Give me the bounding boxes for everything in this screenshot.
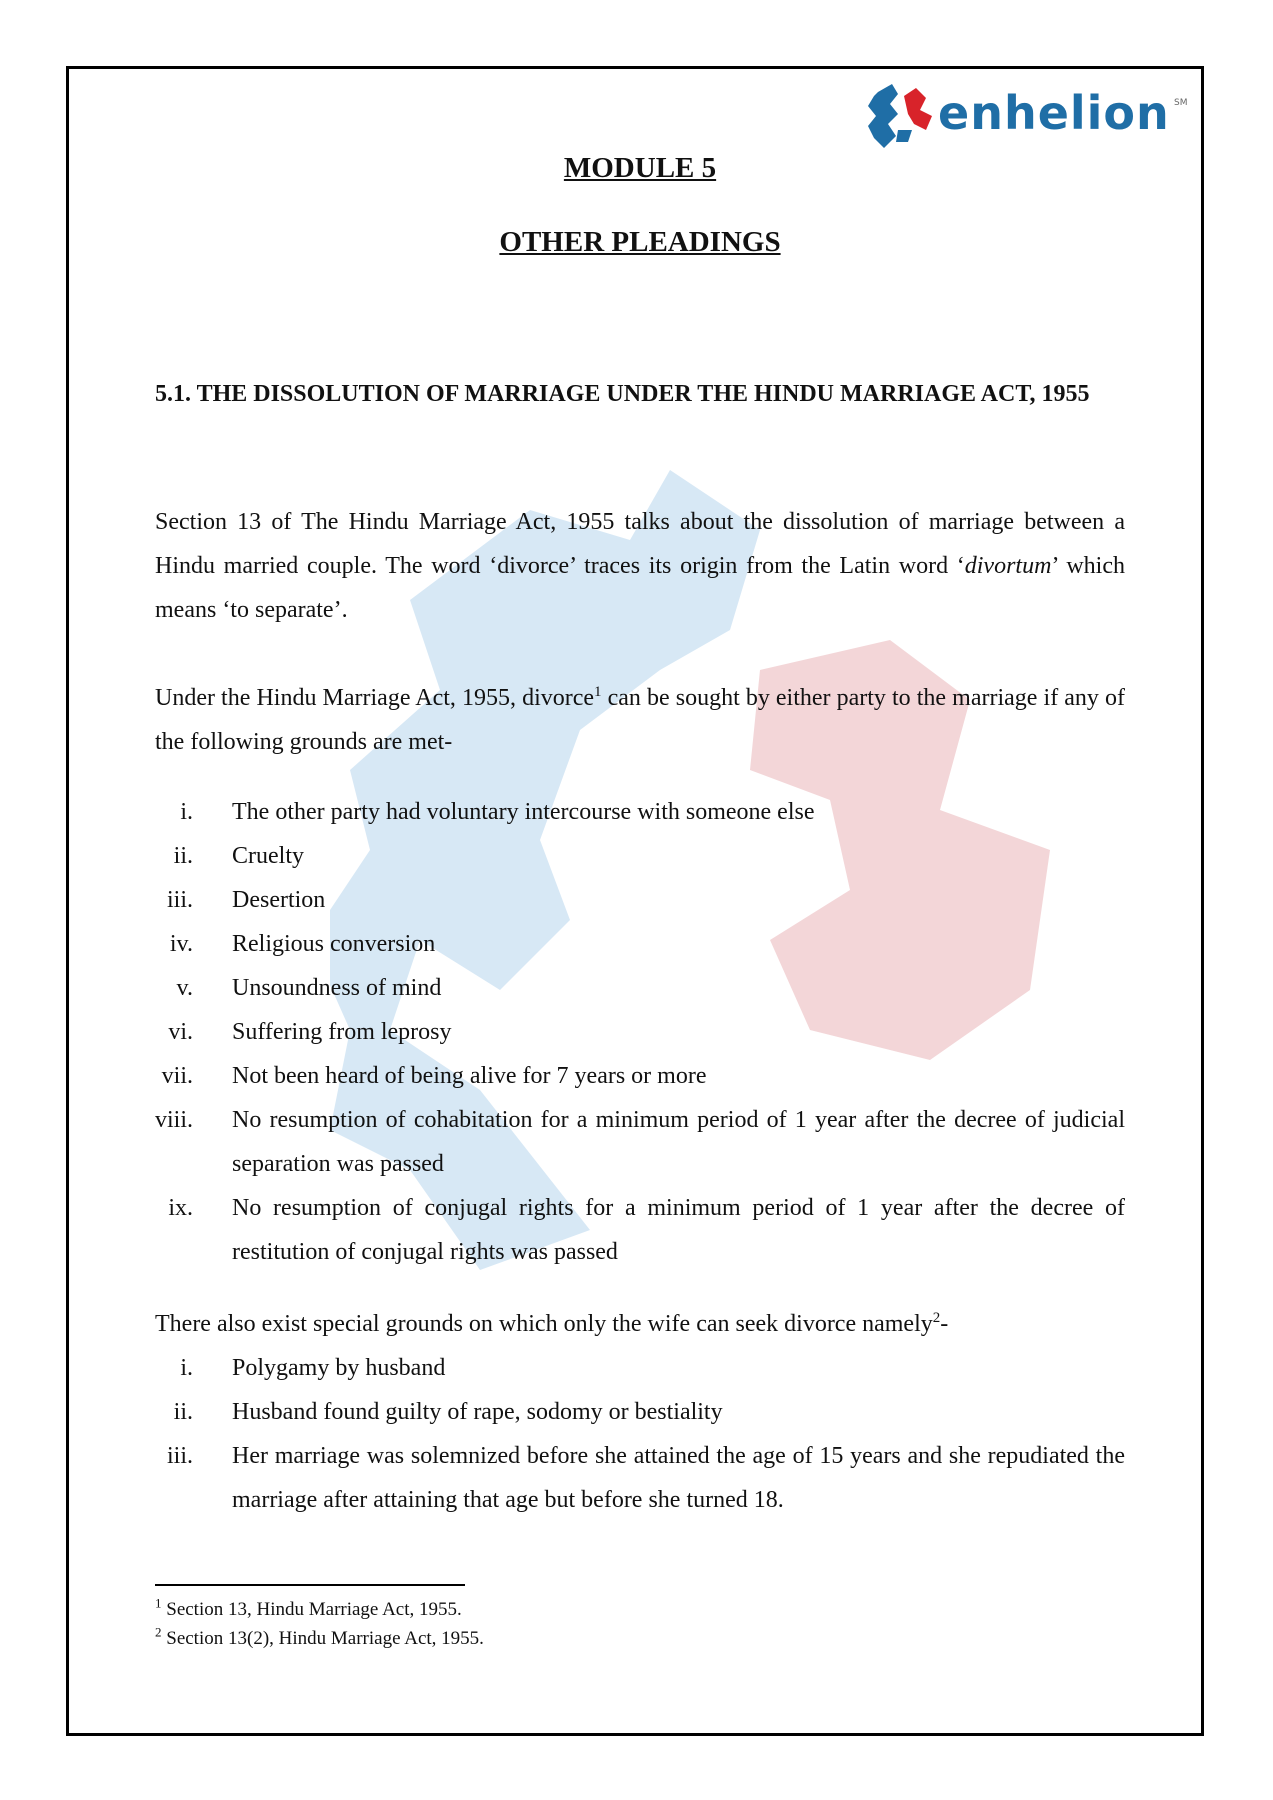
- grounds-intro-text-a: Under the Hindu Marriage Act, 1955, divorce: [155, 685, 595, 711]
- footnote-ref-1: 1: [594, 684, 602, 700]
- intro-italic-word: divortum: [964, 553, 1052, 579]
- list-item-text: Religious conversion: [232, 931, 436, 957]
- list-item: [155, 922, 1125, 966]
- list-item-number: vii.: [161, 1063, 193, 1089]
- list-item-number: iii.: [166, 1443, 193, 1469]
- grounds-intro-paragraph: [155, 676, 1125, 764]
- list-item: [155, 1098, 1125, 1186]
- list-item-text: The other party had voluntary intercourse with someone else: [232, 799, 815, 825]
- wife-grounds-text: There also exist special grounds on which only the wife can seek divorce namely: [155, 1311, 933, 1337]
- footnote-text: Section 13(2), Hindu Marriage Act, 1955.: [166, 1628, 484, 1649]
- footnote-2: [155, 1625, 484, 1653]
- list-item-text: Husband found guilty of rape, sodomy or bestiality: [232, 1399, 723, 1425]
- list-item-number: i.: [180, 1355, 193, 1381]
- footnote-1: [155, 1596, 462, 1624]
- list-item-text: Her marriage was solemnized before she attained the age of 15 years and she repudiated the marriage after attaining that age but before she turned 18.: [232, 1443, 1125, 1513]
- list-item: [155, 1346, 1125, 1390]
- list-item-number: ii.: [173, 1399, 193, 1425]
- list-item: [155, 1010, 1125, 1054]
- intro-text-a: Section 13 of The Hindu Marriage Act, 1955 talks about the dissolution of marriage between a Hindu married couple. The word ‘divorce’ traces its origin from the Latin word ‘: [155, 509, 1125, 579]
- list-item-number: i.: [180, 799, 193, 825]
- list-item-number: iii.: [166, 887, 193, 913]
- logo-service-mark: SM: [1174, 98, 1188, 108]
- list-item-number: viii.: [155, 1107, 194, 1133]
- list-item-number: vi.: [168, 1019, 193, 1045]
- list-item-text: Not been heard of being alive for 7 years or more: [232, 1063, 707, 1089]
- list-item: [155, 1186, 1125, 1274]
- grounds-intro-text-b: can be sought by either party to the marriage if any of the following grounds are met-: [155, 685, 1125, 755]
- list-item: [155, 966, 1125, 1010]
- list-item: [155, 834, 1125, 878]
- logo-text: enhelion: [938, 86, 1170, 140]
- list-item: [155, 1390, 1125, 1434]
- footnote-number: 2: [155, 1624, 162, 1640]
- wife-grounds-tail: -: [940, 1311, 949, 1337]
- list-item: [155, 1434, 1125, 1522]
- list-item: [155, 790, 1125, 834]
- list-item-text: Desertion: [232, 887, 326, 913]
- list-item-text: Cruelty: [232, 843, 304, 869]
- footnote-text: Section 13, Hindu Marriage Act, 1955.: [166, 1599, 462, 1620]
- page-title: OTHER PLEADINGS: [499, 226, 781, 258]
- list-item: [155, 878, 1125, 922]
- list-item-text: Polygamy by husband: [232, 1355, 446, 1381]
- list-item-text: No resumption of conjugal rights for a minimum period of 1 year after the decree of restitution of conjugal rights was passed: [232, 1195, 1125, 1265]
- list-item-number: iv.: [169, 931, 193, 957]
- list-item: [155, 1054, 1125, 1098]
- wife-grounds-paragraph: [155, 1302, 1125, 1346]
- intro-text-b: ’ which means ‘to separate’.: [155, 553, 1125, 623]
- intro-paragraph: [155, 500, 1125, 632]
- wife-grounds-list: [155, 1346, 1125, 1522]
- section-heading: 5.1. THE DISSOLUTION OF MARRIAGE UNDER THE HINDU MARRIAGE ACT, 1955: [155, 381, 1090, 407]
- list-item-number: ix.: [168, 1195, 193, 1221]
- list-item-text: Suffering from leprosy: [232, 1019, 452, 1045]
- footnote-separator: [155, 1584, 465, 1586]
- divorce-grounds-list: [155, 790, 1125, 1274]
- module-heading: MODULE 5: [563, 152, 717, 184]
- list-item-number: v.: [176, 975, 193, 1001]
- footnote-number: 1: [155, 1595, 162, 1611]
- enhelion-logo: [868, 74, 1188, 164]
- logo-gear-icon: [868, 74, 938, 154]
- list-item-number: ii.: [173, 843, 193, 869]
- list-item-text: No resumption of cohabitation for a minimum period of 1 year after the decree of judicial separation was passed: [232, 1107, 1125, 1177]
- footnote-ref-2: 2: [932, 1310, 941, 1326]
- list-item-text: Unsoundness of mind: [232, 975, 442, 1001]
